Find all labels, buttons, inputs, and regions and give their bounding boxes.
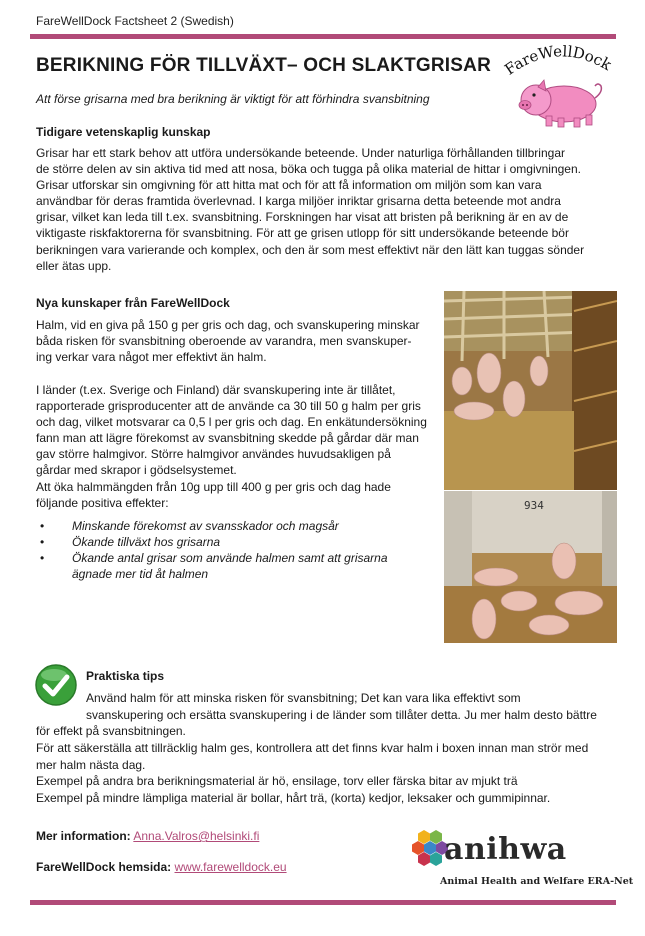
svg-text:FareWellDock: [501, 42, 615, 78]
pen-number: 934: [524, 499, 544, 512]
section-heading-new-knowledge: Nya kunskaper från FareWellDock: [36, 296, 230, 310]
more-info: [36, 829, 259, 843]
text-line: båda risken för svansbitning oberoende av varandra, men svanskuper-: [36, 334, 412, 349]
homepage-info: [36, 860, 287, 874]
farewelldock-logo: [494, 42, 618, 134]
text-line: fann man att lägre förekomst av svansbitning skedde på gårdar där man: [36, 431, 419, 446]
page-subtitle: Att förse grisarna med bra berikning är viktigt för att förhindra svansbitning: [36, 92, 430, 106]
tips-line: Använd halm för att minska risken för svansbitning; Det kan vara lika effektivt som: [86, 691, 521, 705]
text-line: de större delen av sin aktiva tid med att nosa, böka och tugga på olika material de hittar i omgivningen.: [36, 162, 581, 177]
tips-line: Exempel på andra bra berikningsmaterial är hö, ensilage, torv eller färska bitar av mjukt trä: [36, 774, 518, 788]
text-line: rapporterade grisproducenter att de använde ca 30 till 50 g halm per gris: [36, 399, 421, 414]
text-line: I länder (t.ex. Sverige och Finland) där svanskupering inte är tillåtet,: [36, 383, 396, 397]
tips-line: Exempel på mindre lämpliga material är bollar, hårt trä, (korta) kedjor, leksaker och gummipinnar.: [36, 791, 551, 805]
text-line: viktigaste riskfaktorerna för svansbitning. För att ge grisen utlopp för sitt undersökande beteende bör: [36, 226, 569, 241]
pig-pen-photo-1: [444, 291, 617, 490]
tips-heading: Praktiska tips: [86, 669, 165, 683]
tips-line: för effekt på svansbitningen.: [36, 724, 186, 738]
text-line: Grisar utforskar sin omgivning för att hitta mat och för att få information om miljön som kan vara: [36, 178, 542, 193]
top-divider: [30, 34, 616, 39]
text-line: följande positiva effekter:: [36, 495, 169, 510]
tips-line: mer halm nästa dag.: [36, 758, 146, 772]
list-item: • Minskande förekomst av svansskador och magsår: [36, 518, 436, 534]
homepage-link[interactable]: www.farewelldock.eu: [174, 860, 287, 874]
new-knowledge-paragraph-2: [36, 382, 436, 511]
checkmark-icon: [34, 663, 78, 707]
pig-logo-icon: [494, 42, 618, 134]
bottom-divider: [30, 900, 616, 905]
tips-line: svanskupering och ersätta svanskupering i de länder som tillåter detta. Ju mer halm desto bättre: [86, 708, 597, 722]
text-line: Att öka halmmängden från 10g upp till 400 g per gris och dag hade: [36, 479, 391, 494]
text-line: ing verkar vara något mer effektivt än halm.: [36, 350, 267, 365]
page-title: BERIKNING FÖR TILLVÄXT– OCH SLAKTGRISAR: [36, 55, 492, 76]
text-line: Halm, vid en giva på 150 g per gris och dag, och svanskupering minskar: [36, 318, 420, 332]
anihwa-tagline: Animal Health and Welfare ERA-Net: [440, 876, 634, 887]
text-line: och dag, vilket motsvarar ca 0,5 l per gris och dag. En enkätundersökning: [36, 415, 427, 430]
anihwa-name: anihwa: [444, 832, 567, 867]
prior-knowledge-paragraph: [36, 145, 616, 274]
text-line: gårdar med skrapor i gödselsystemet.: [36, 463, 237, 478]
pig-pen-photo-2: [444, 491, 617, 643]
new-knowledge-paragraph-1: [36, 317, 436, 365]
text-line: användbar för deras framtida överlevnad. I karga miljöer inriktar grisarna detta beteende mot andra: [36, 194, 561, 209]
more-info-label: Mer information:: [36, 829, 131, 843]
text-line: grisar, vilket kan leda till t.ex. svansbitning. Forskningen har visat att bristen på berikning är en av de: [36, 210, 569, 225]
list-item: • Ökande antal grisar som använde halmen samt att grisarna ägnade mer tid åt halmen: [36, 550, 436, 582]
logo-text: FareWellDock: [501, 42, 615, 79]
list-item: • Ökande tillväxt hos grisarna: [36, 534, 436, 550]
text-line: berikningen vara varierande och komplex, och den är som mest effektivt när den lätt kan tuggas sönder: [36, 242, 585, 257]
tips-line: För att säkerställa att tillräcklig halm ges, kontrollera att det finns kvar halm i boxen innan man strör med: [36, 741, 589, 755]
text-line: eller ätas upp.: [36, 258, 112, 273]
text-line: gav större halmgivor. Större halmgivor användes huvudsakligen på: [36, 447, 391, 462]
section-heading-prior-knowledge: Tidigare vetenskaplig kunskap: [36, 125, 211, 139]
text-line: Grisar har ett stark behov att utföra undersökande beteende. Under naturliga förhållanden tillbringar: [36, 146, 565, 160]
homepage-label: FareWellDock hemsida:: [36, 860, 172, 874]
factsheet-label: FareWellDock Factsheet 2 (Swedish): [36, 14, 234, 28]
email-link[interactable]: Anna.Valros@helsinki.fi: [133, 829, 260, 843]
effects-list: [36, 518, 436, 582]
anihwa-logo: [410, 826, 634, 896]
